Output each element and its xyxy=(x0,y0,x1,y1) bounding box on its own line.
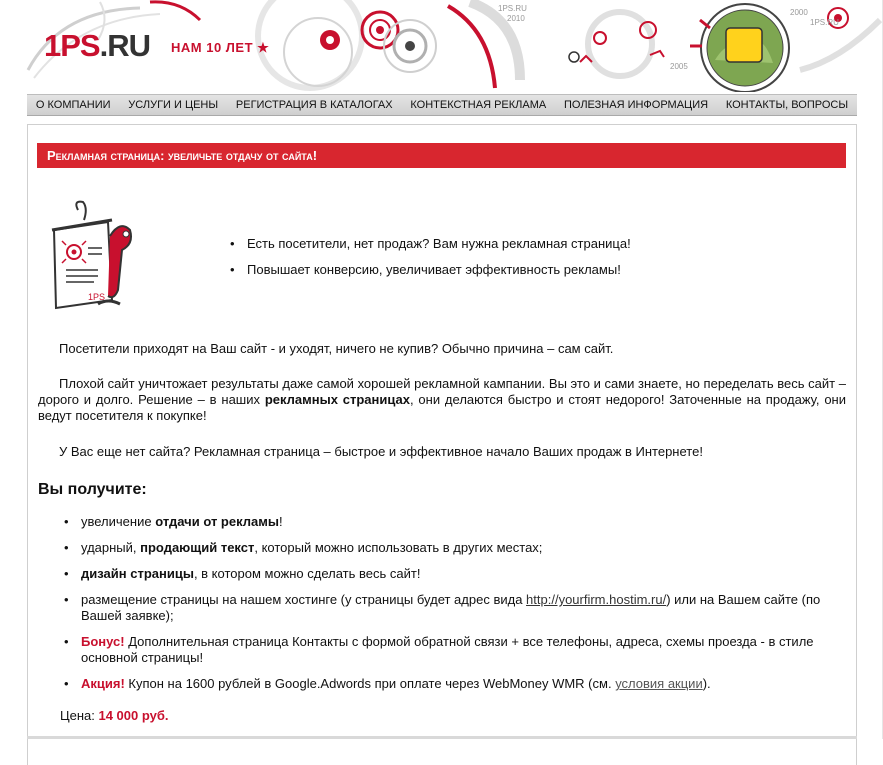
price-value: 14 000 руб. xyxy=(98,708,169,723)
illustration-label: 1PS xyxy=(88,292,106,302)
anniversary-label: НАМ 10 ЛЕТ ★ xyxy=(171,40,270,55)
nav-context-ads[interactable]: КОНТЕКСТНАЯ РЕКЛАМА xyxy=(410,99,547,111)
logo-text: 1PS xyxy=(44,28,100,63)
price-label: Цена: xyxy=(60,708,99,723)
list-item: • ударный, продающий текст, который можно использовать в других местах; xyxy=(64,540,846,556)
list-item: • Повышает конверсию, увеличивает эффективность рекламы! xyxy=(230,262,631,277)
main-nav xyxy=(27,94,857,116)
target-graphic-2 xyxy=(362,12,398,48)
site-logo[interactable] xyxy=(44,28,150,64)
price-line xyxy=(60,708,169,723)
gear-graphic xyxy=(690,4,789,92)
list-item: • Бонус! Дополнительная страница Контакты с формой обратной связи + все телефоны, адреса, схемы проезда - в стиле основной страницы! xyxy=(64,634,846,666)
paragraph-3: У Вас еще нет сайта? Рекламная страница – быстрое и эффективное начало Ваших продаж в Интернете! xyxy=(59,444,703,459)
example-url-link[interactable]: http://yourfirm.hostim.ru/ xyxy=(526,592,667,607)
benefits-list xyxy=(64,514,846,692)
emphasis-text: рекламных страницах xyxy=(264,392,410,407)
year-2010-label: 2010 xyxy=(507,14,525,23)
page-title: Рекламная страница: увеличьте отдачу от сайта! xyxy=(37,143,846,168)
small-logo-label: 1PS.RU xyxy=(498,4,527,13)
landing-page-illustration xyxy=(48,200,138,319)
list-item: • увеличение отдачи от рекламы! xyxy=(64,514,846,530)
paragraph-2: Плохой сайт уничтожает результаты даже самой хорошей рекламной кампании. Вы это и сами знаете, но переделать весь сайт – дорого и долго. Решение – в наших рекламных страницах, они делаются быстро и стоят недорого! Заточенные на продажу, они ведут посетителя к покупке! xyxy=(38,376,846,423)
year-2000-label: 2000 xyxy=(790,8,808,17)
paragraph-1: Посетители приходят на Ваш сайт - и уходят, ничего не купив? Обычно причина – сам сайт. xyxy=(59,341,614,356)
bonus-label: Бонус! xyxy=(81,634,125,649)
list-item: • Акция! Купон на 1600 рублей в Google.Adwords при оплате через WebMoney WMR (см. условия акции). xyxy=(64,676,846,692)
promo-label: Акция! xyxy=(81,676,125,691)
list-item: • Есть посетители, нет продаж? Вам нужна рекламная страница! xyxy=(230,236,631,251)
nav-contacts[interactable]: КОНТАКТЫ, ВОПРОСЫ xyxy=(725,99,849,111)
intro-bullets xyxy=(230,236,631,288)
target-graphic-3 xyxy=(384,20,436,72)
nav-useful-info[interactable]: ПОЛЕЗНАЯ ИНФОРМАЦИЯ xyxy=(564,99,709,111)
nav-services[interactable]: УСЛУГИ И ЦЕНЫ xyxy=(128,99,219,111)
badge-label: 1PS.RU xyxy=(810,18,839,27)
benefits-heading: Вы получите: xyxy=(38,481,147,498)
logo-suffix: .RU xyxy=(99,28,150,63)
target-graphic-1 xyxy=(258,0,362,88)
nav-catalogs[interactable]: РЕГИСТРАЦИЯ В КАТАЛОГАХ xyxy=(235,99,393,111)
site-header xyxy=(0,0,883,92)
year-2005-label: 2005 xyxy=(670,62,688,71)
star-icon: ★ xyxy=(257,40,270,55)
list-item: • дизайн страницы, в котором можно сделать весь сайт! xyxy=(64,566,846,582)
list-item: • размещение страницы на нашем хостинге (у страницы будет адрес вида http://yourfirm.hostim.ru/) или на Вашем сайте (по Вашей заявке); xyxy=(64,592,846,624)
promo-terms-link[interactable]: условия акции xyxy=(615,676,703,691)
nav-about[interactable]: О КОМПАНИИ xyxy=(35,99,111,111)
